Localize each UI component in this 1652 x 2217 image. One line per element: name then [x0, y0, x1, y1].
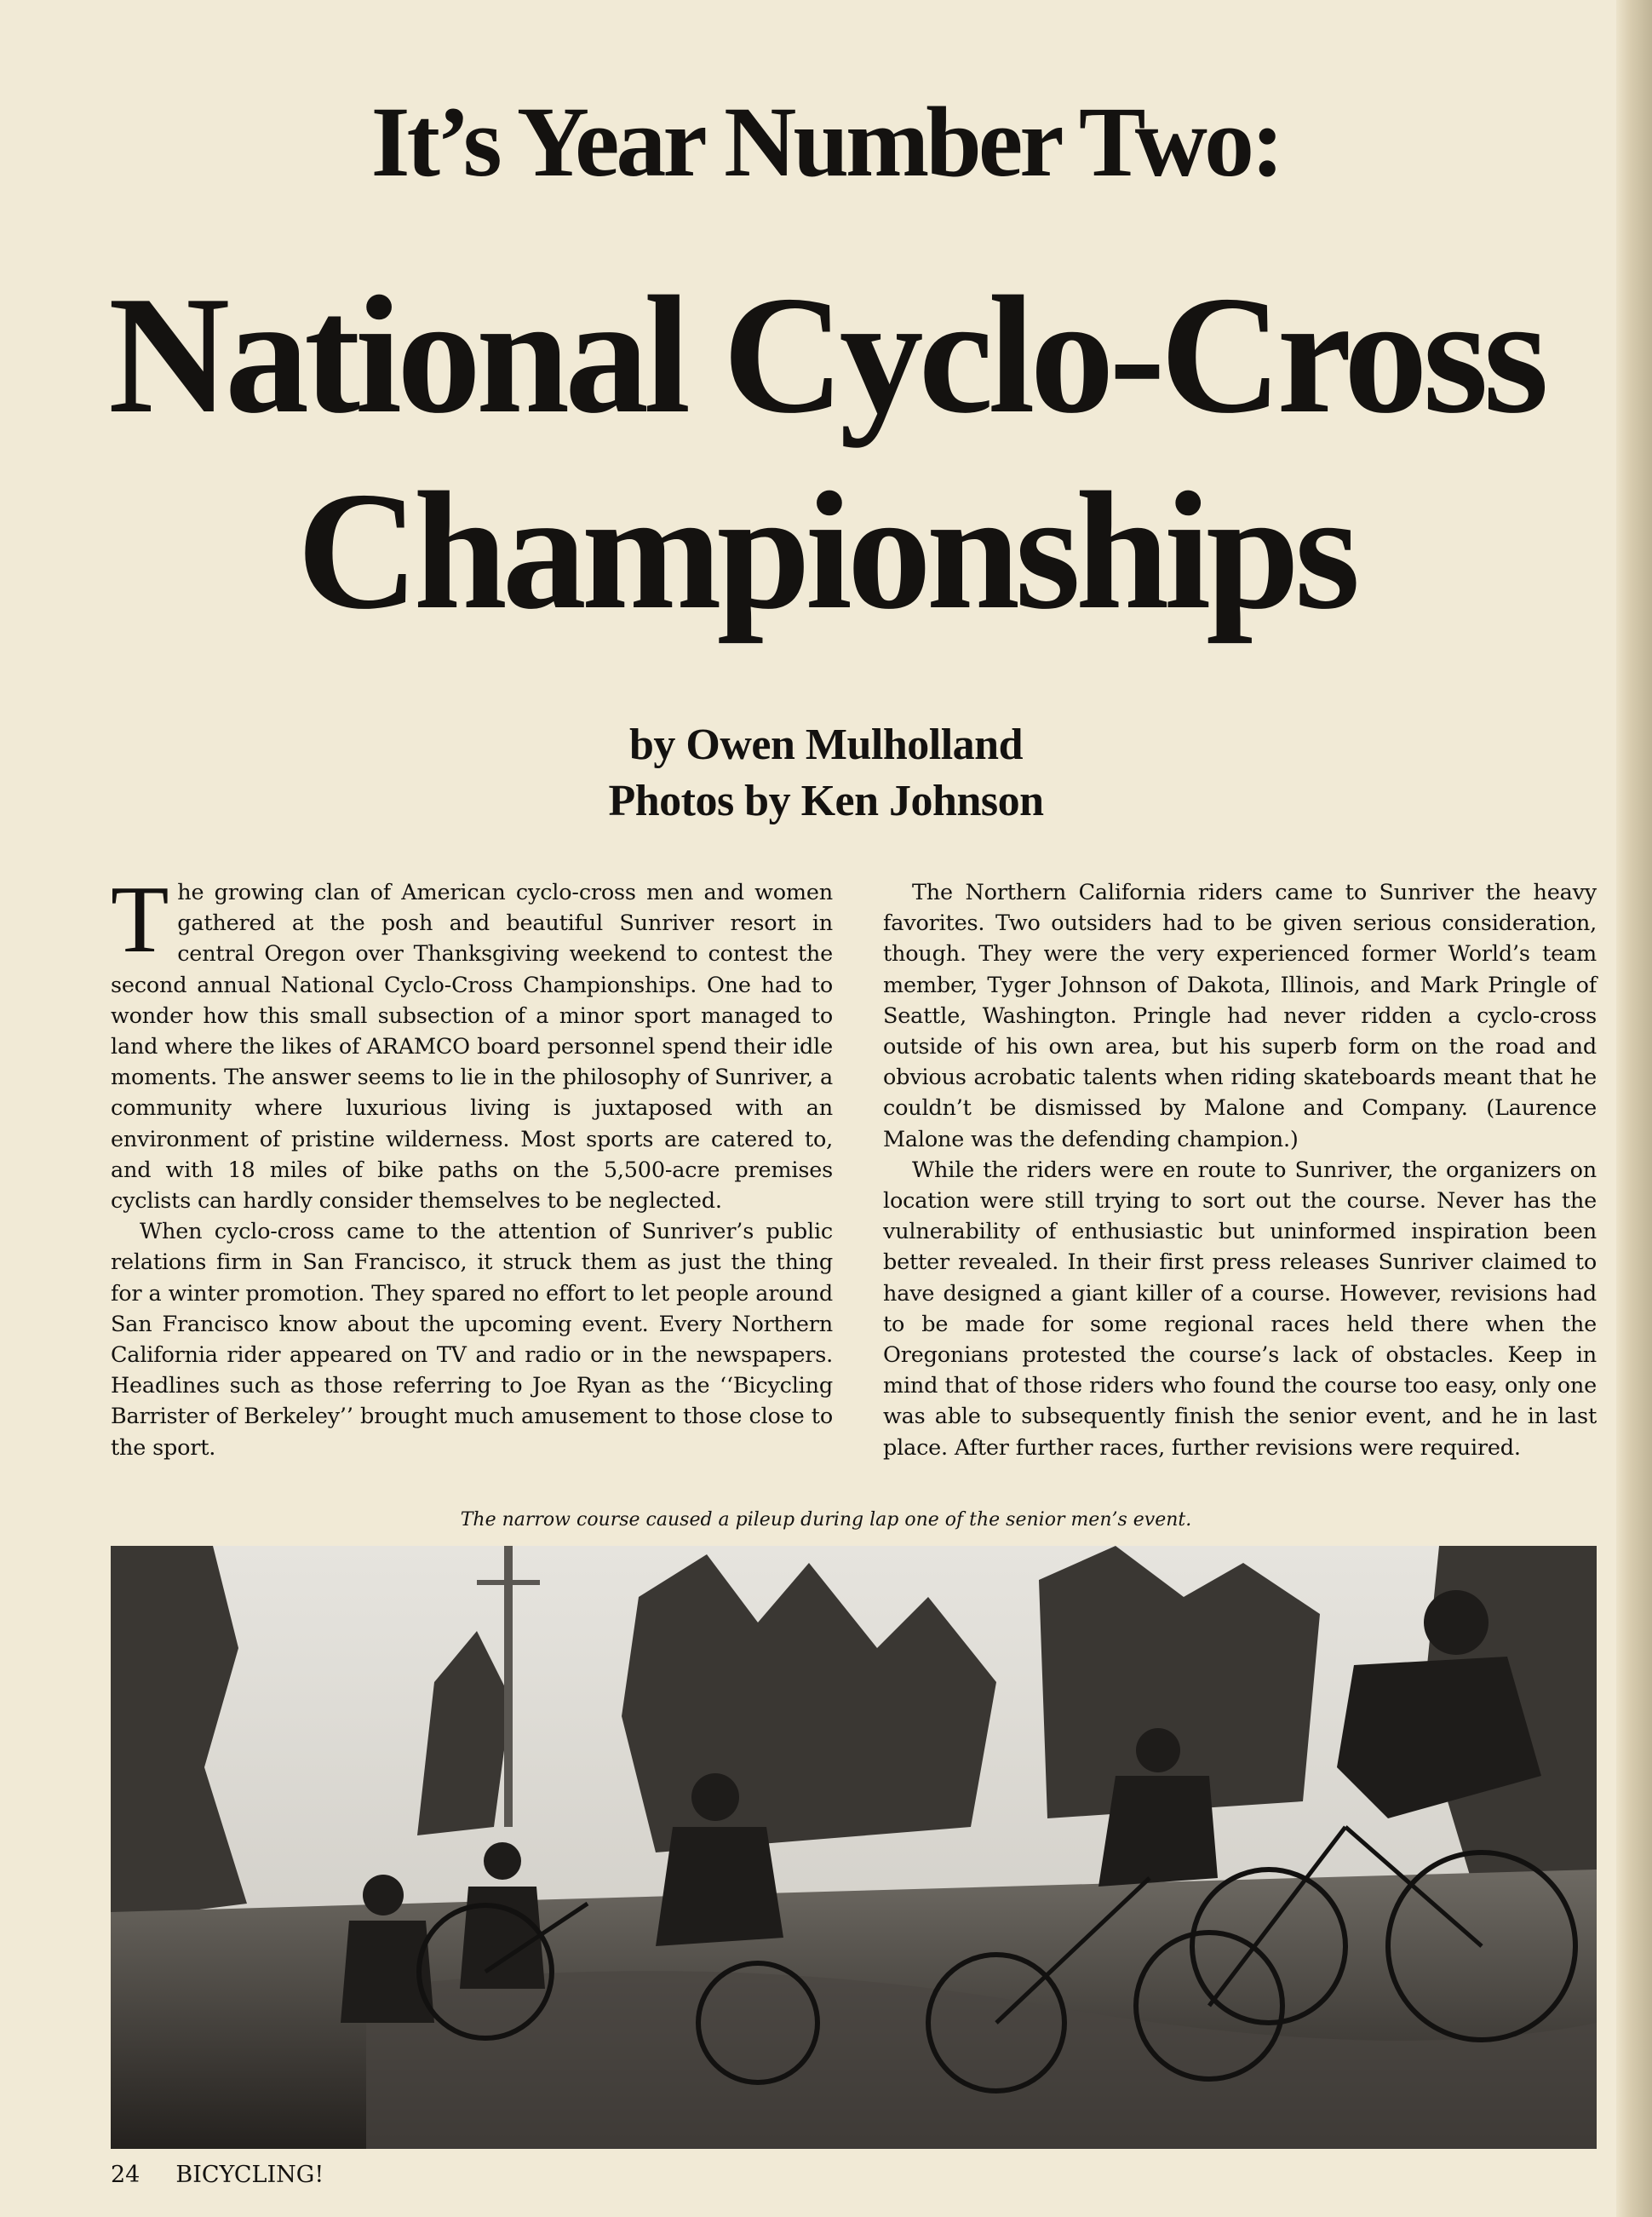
page-number: 24: [111, 2162, 141, 2188]
race-photo-illustration: [111, 1546, 1597, 2149]
paragraph-text: he growing clan of American cyclo-cross men and women gathered at the posh and beautiful Sunriver resort in central Oregon over Thanksgiving weekend to contest the second annual National Cyclo-Cross Championships. One had to wonder how this small subsection of a minor sport managed to land where the likes of ARAMCO board personnel spend their idle moments. The answer seems to lie in the philosophy of Sunriver, a community where luxurious living is juxtaposed with an environment of pristine wilderness. Most sports are catered to, and with 18 miles of bike paths on the 5,500-acre premises cyclists can hardly consider themselves to be neglected.: [111, 880, 833, 1215]
drop-cap: T: [111, 867, 169, 973]
page-footer: [111, 2162, 324, 2188]
facing-page-edge: [1616, 0, 1652, 2217]
byline: [0, 717, 1652, 830]
headline-line-1: National Cyclo-Cross: [108, 261, 1544, 448]
author-credit: by Owen Mulholland: [628, 721, 1024, 769]
article-paragraph: While the riders were en route to Sunriver, the organizers on location were still trying to sort out the course. Never has the vulnerability of enthusiastic but uninformed inspiration been better revealed. In their first press releases Sunriver claimed to have designed a giant killer of a course. However, revisions had to be made for some regional races held there when the Oregonians protested the course’s lack of obstacles. Keep in mind that of those riders who found the course too easy, only one was able to subsequently finish the senior event, and he in last place. After further races, further revisions were required.: [883, 1157, 1597, 1461]
kicker-headline: It’s Year Number Two:: [370, 86, 1282, 198]
article-column-left: [111, 867, 833, 1463]
photo-caption: The narrow course caused a pileup during lap one of the senior men’s event.: [460, 1509, 1192, 1531]
publication-name: BICYCLING!: [175, 2162, 324, 2188]
headline-line-2: Championships: [296, 457, 1356, 644]
article-paragraph: The Northern California riders came to Sunriver the heavy favorites. Two outsiders had to be given serious consideration, though. They were the very experienced former World’s team member, Tyger Johnson of Dakota, Illinois, and Mark Pringle of Seattle, Washington. Pringle had never ridden a cyclo-cross outside of his own area, but his superb form on the road and obvious acrobatic talents when riding skateboards meant that he couldn’t be dismissed by Malone and Company. (Laurence Malone was the defending champion.): [883, 880, 1597, 1152]
race-photo: [111, 1546, 1597, 2149]
article-paragraph: [111, 867, 833, 1216]
photo-credit: Photos by Ken Johnson: [608, 777, 1044, 825]
article-column-right: [883, 877, 1597, 1463]
article-paragraph: When cyclo-cross came to the attention of Sunriver’s public relations firm in San Francisco, it struck them as just the thing for a winter promotion. They spared no effort to let people around San Francisco know about the upcoming event. Every Northern California rider appeared on TV and radio or in the newspapers. Headlines such as those referring to Joe Ryan as the ‘‘Bicycling Barrister of Berkeley’’ brought much amusement to those close to the sport.: [111, 1219, 833, 1461]
